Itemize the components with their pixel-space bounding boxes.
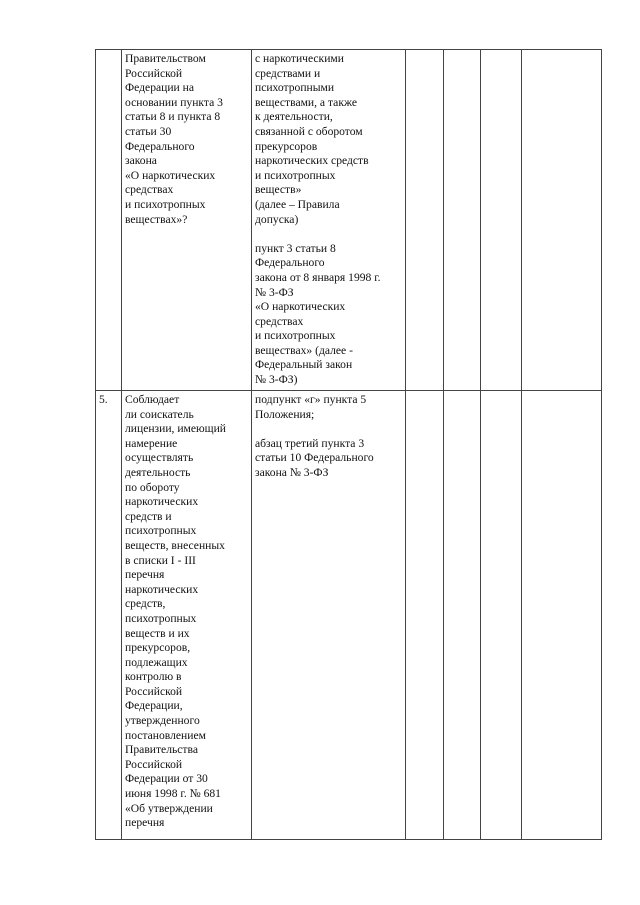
question-cell: Соблюдает ли соискатель лицензии, имеющий намерение осуществлять деятельность по обороту наркотических средств и психотропных веществ, внесенных в списки I - III перечня наркотических средств, психотропных веществ и их прекурсоров, подлежащих контролю в Российской Федерации, утвержденного постановлением Правительства Российской Федерации от 30 июня 1998 г. № 681 «Об утверждении перечня [122,391,252,840]
question-cell: Правительством Российской Федерации на основании пункта 3 статьи 8 и пункта 8 статьи 30 Федерального закона «О наркотических средствах и психотропных веществах»? [122,50,252,391]
note-cell [522,391,602,840]
requirements-cell: подпункт «г» пункта 5 Положения; абзац третий пункта 3 статьи 10 Федерального закона № 3-ФЗ [252,391,406,840]
answer-na-cell [481,391,522,840]
answer-no-cell [444,50,481,391]
row-number-cell: 5. [96,391,122,840]
row-number-cell [96,50,122,391]
answer-na-cell [481,50,522,391]
requirements-cell: с наркотическими средствами и психотропными веществами, а также к деятельности, связанной с оборотом прекурсоров наркотических средств и психотропных веществ» (далее – Правила допуска) пункт 3 статьи 8 Федерального закона от 8 января 1998 г. № 3-ФЗ «О наркотических средствах и психотропных веществах» (далее - Федеральный закон № 3-ФЗ) [252,50,406,391]
answer-no-cell [444,391,481,840]
table-row [96,50,602,391]
answer-yes-cell [406,50,444,391]
table-row [96,391,602,840]
checklist-table [95,49,602,840]
answer-yes-cell [406,391,444,840]
note-cell [522,50,602,391]
